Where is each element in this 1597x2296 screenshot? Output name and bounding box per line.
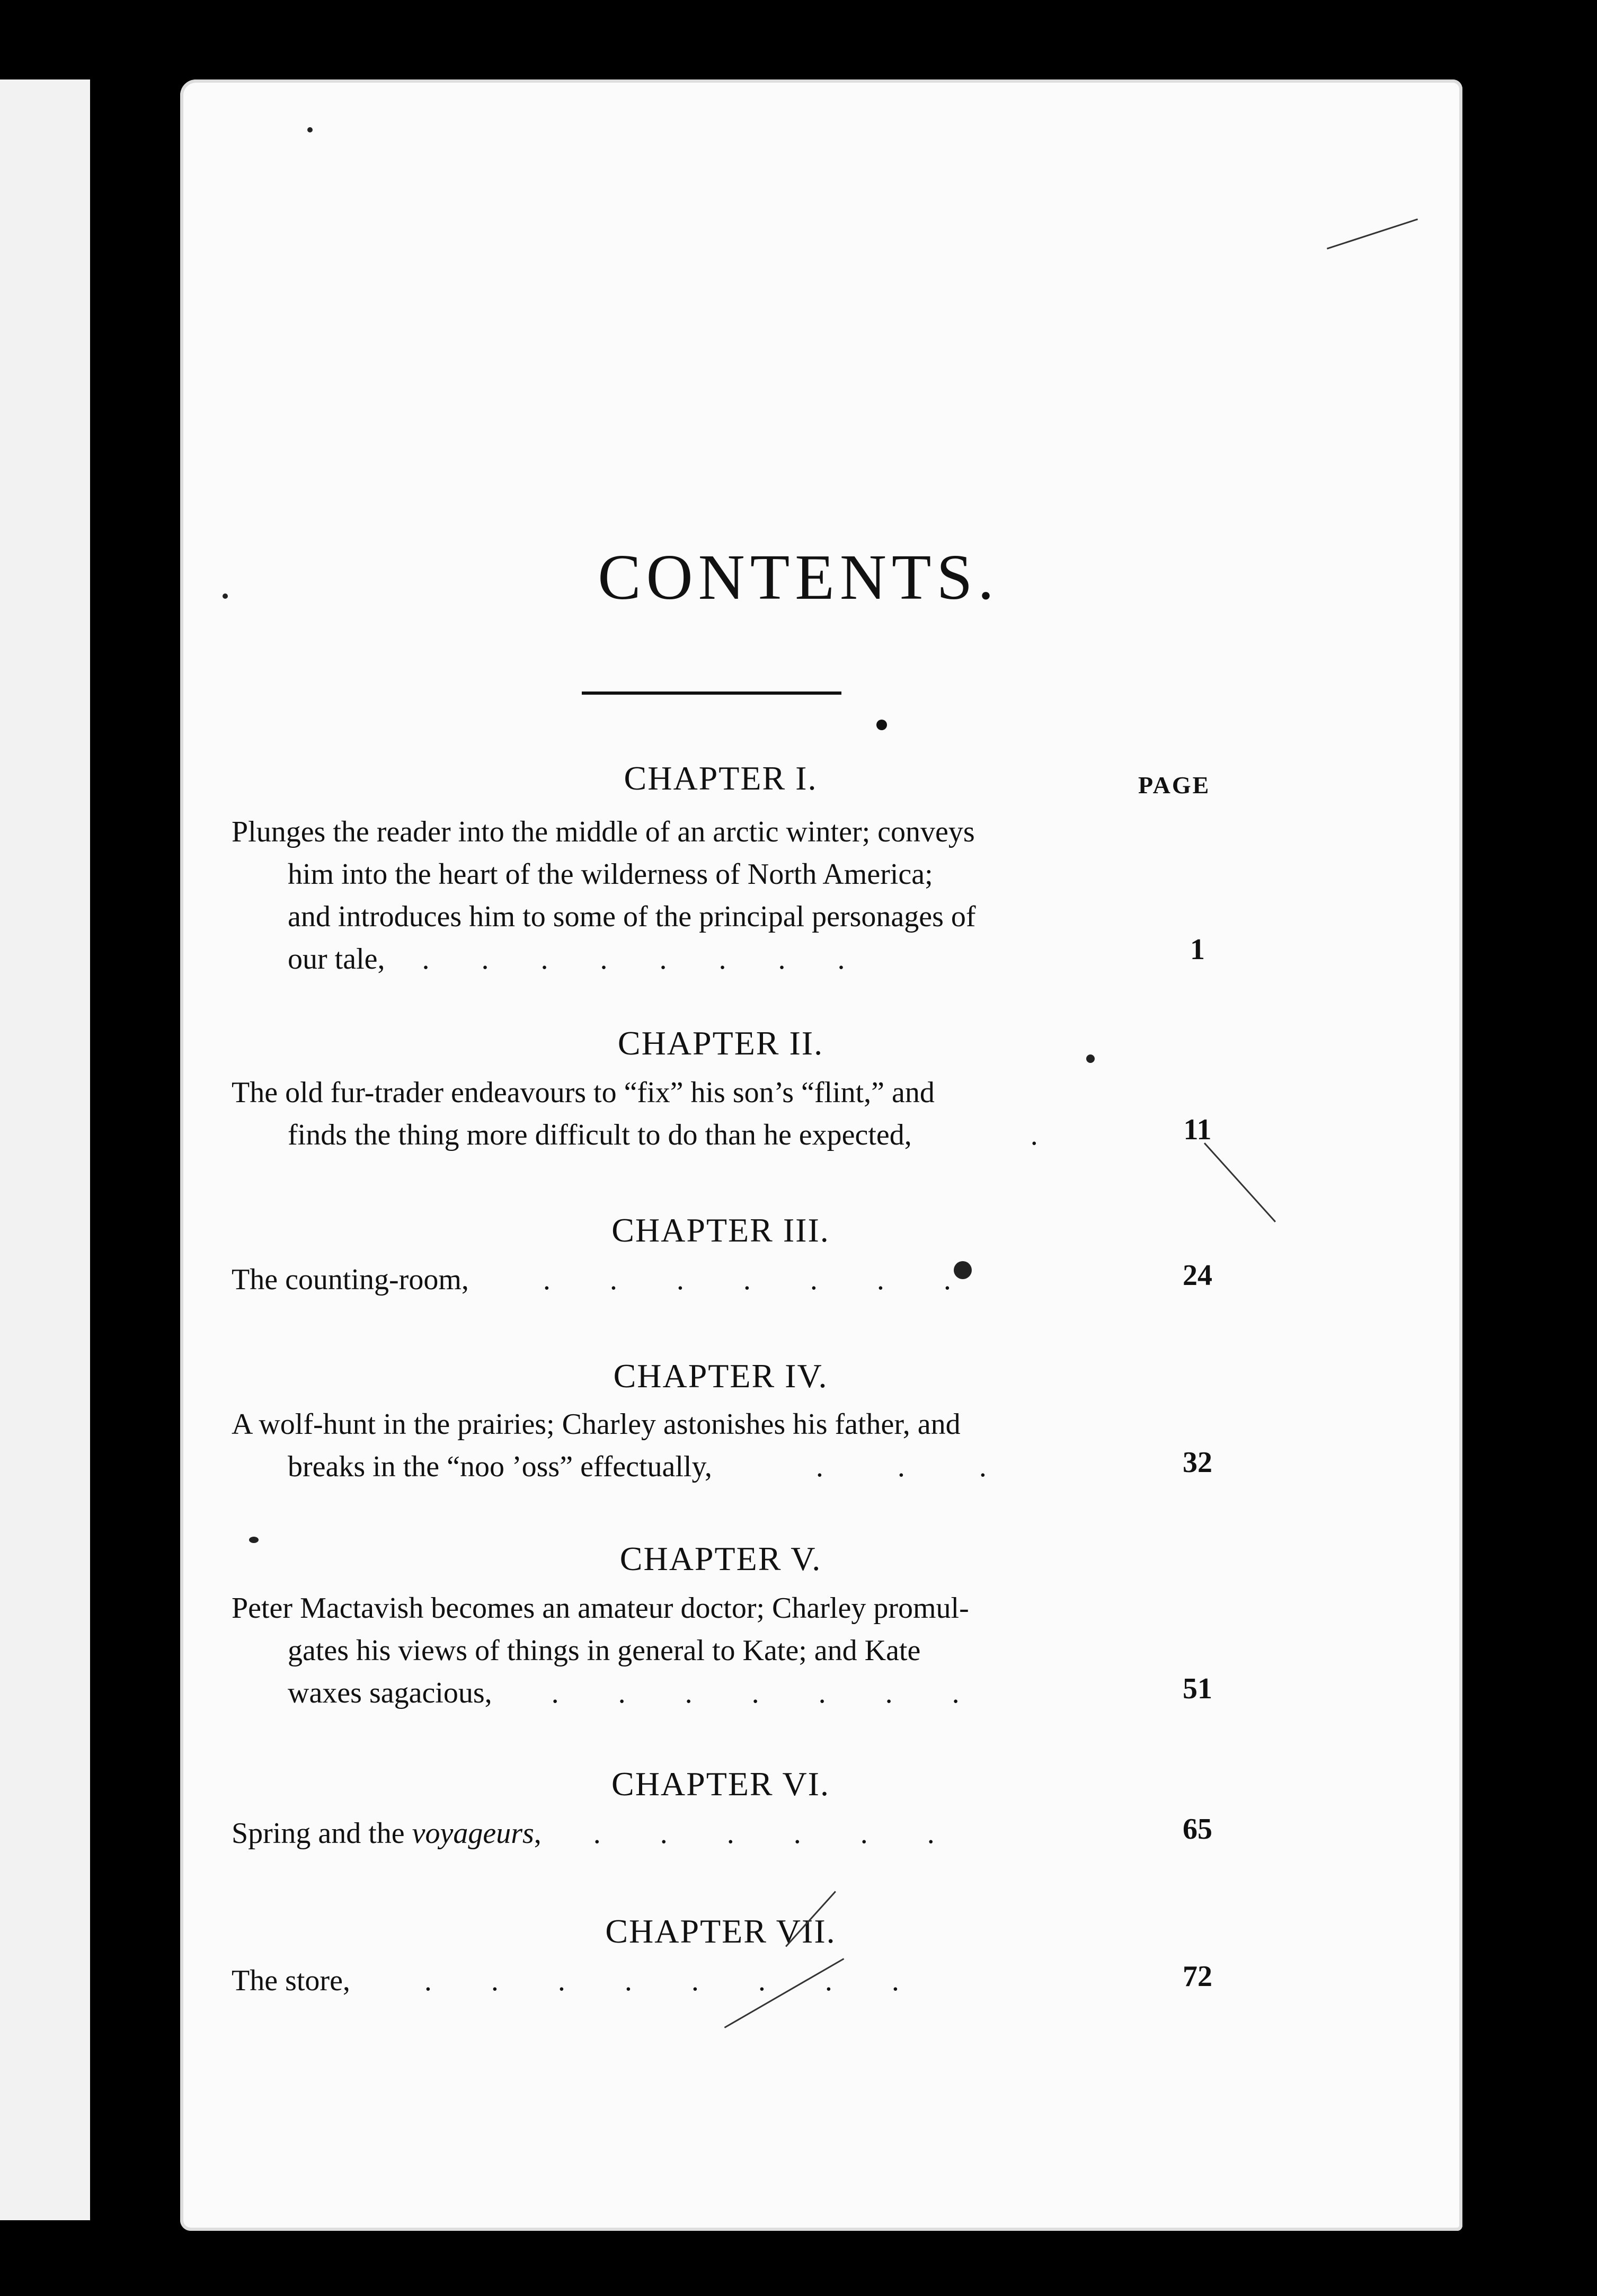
chapter-heading: CHAPTER VI. bbox=[611, 1765, 830, 1803]
page-number: 65 bbox=[1183, 1813, 1212, 1846]
entry-line: Plunges the reader into the middle of an arctic winter; conveys bbox=[232, 815, 975, 848]
chapter-entry bbox=[232, 1403, 1122, 1488]
entry-line: gates his views of things in general to Kate; and Kate bbox=[288, 1634, 921, 1667]
entry-line: The store, . . . . . . . . bbox=[232, 1964, 899, 1997]
page-title: CONTENTS. bbox=[598, 542, 999, 613]
page-number: 51 bbox=[1183, 1672, 1212, 1705]
entry-line: our tale, . . . . . . . . bbox=[288, 943, 845, 976]
page-edge-left bbox=[0, 79, 90, 2220]
ornament-dot bbox=[876, 720, 887, 730]
ink-speck bbox=[1086, 1054, 1095, 1063]
page-number: 1 bbox=[1190, 933, 1205, 966]
entry-line: and introduces him to some of the principal personages of bbox=[288, 900, 976, 933]
chapter-entry bbox=[232, 1071, 1122, 1156]
ink-blot bbox=[954, 1261, 972, 1279]
entry-line: him into the heart of the wilderness of North America; bbox=[288, 858, 933, 891]
page-column-label: PAGE bbox=[1138, 772, 1211, 799]
chapter-heading: CHAPTER IV. bbox=[613, 1357, 828, 1395]
ink-speck bbox=[223, 593, 228, 599]
page-number: 24 bbox=[1183, 1259, 1212, 1292]
chapter-heading: CHAPTER V. bbox=[619, 1540, 822, 1577]
entry-line: finds the thing more difficult to do than he expected, . bbox=[288, 1119, 1038, 1151]
chapter-entry bbox=[232, 1812, 1122, 1855]
page-number: 32 bbox=[1183, 1446, 1212, 1479]
entry-line: A wolf-hunt in the prairies; Charley astonishes his father, and bbox=[232, 1408, 961, 1441]
title-rule bbox=[582, 692, 841, 695]
chapter-heading: CHAPTER VII. bbox=[605, 1912, 836, 1950]
ink-speck bbox=[249, 1537, 259, 1543]
chapter-entry bbox=[232, 1587, 1122, 1714]
entry-line: breaks in the “noo ’oss” effectually, . . . bbox=[288, 1450, 987, 1483]
chapter-entry bbox=[232, 1960, 1122, 2002]
ink-speck bbox=[307, 127, 313, 132]
chapter-heading: CHAPTER III. bbox=[611, 1211, 830, 1249]
entry-line: The old fur-trader endeavours to “fix” his son’s “flint,” and bbox=[232, 1076, 935, 1109]
entry-line: Peter Mactavish becomes an amateur doctor; Charley promul- bbox=[232, 1592, 969, 1625]
chapter-entry bbox=[232, 1258, 1122, 1301]
entry-line: Spring and the voyageurs, . . . . . . bbox=[232, 1817, 935, 1850]
entry-line: waxes sagacious, . . . . . . . bbox=[288, 1677, 960, 1709]
chapter-entry bbox=[232, 811, 1122, 980]
page-number: 72 bbox=[1183, 1960, 1212, 1993]
entry-line: The counting-room, . . . . . . . bbox=[232, 1263, 951, 1296]
page-number: 11 bbox=[1183, 1113, 1212, 1146]
chapter-heading: CHAPTER II. bbox=[617, 1024, 824, 1062]
chapter-heading: CHAPTER I. bbox=[624, 759, 818, 797]
